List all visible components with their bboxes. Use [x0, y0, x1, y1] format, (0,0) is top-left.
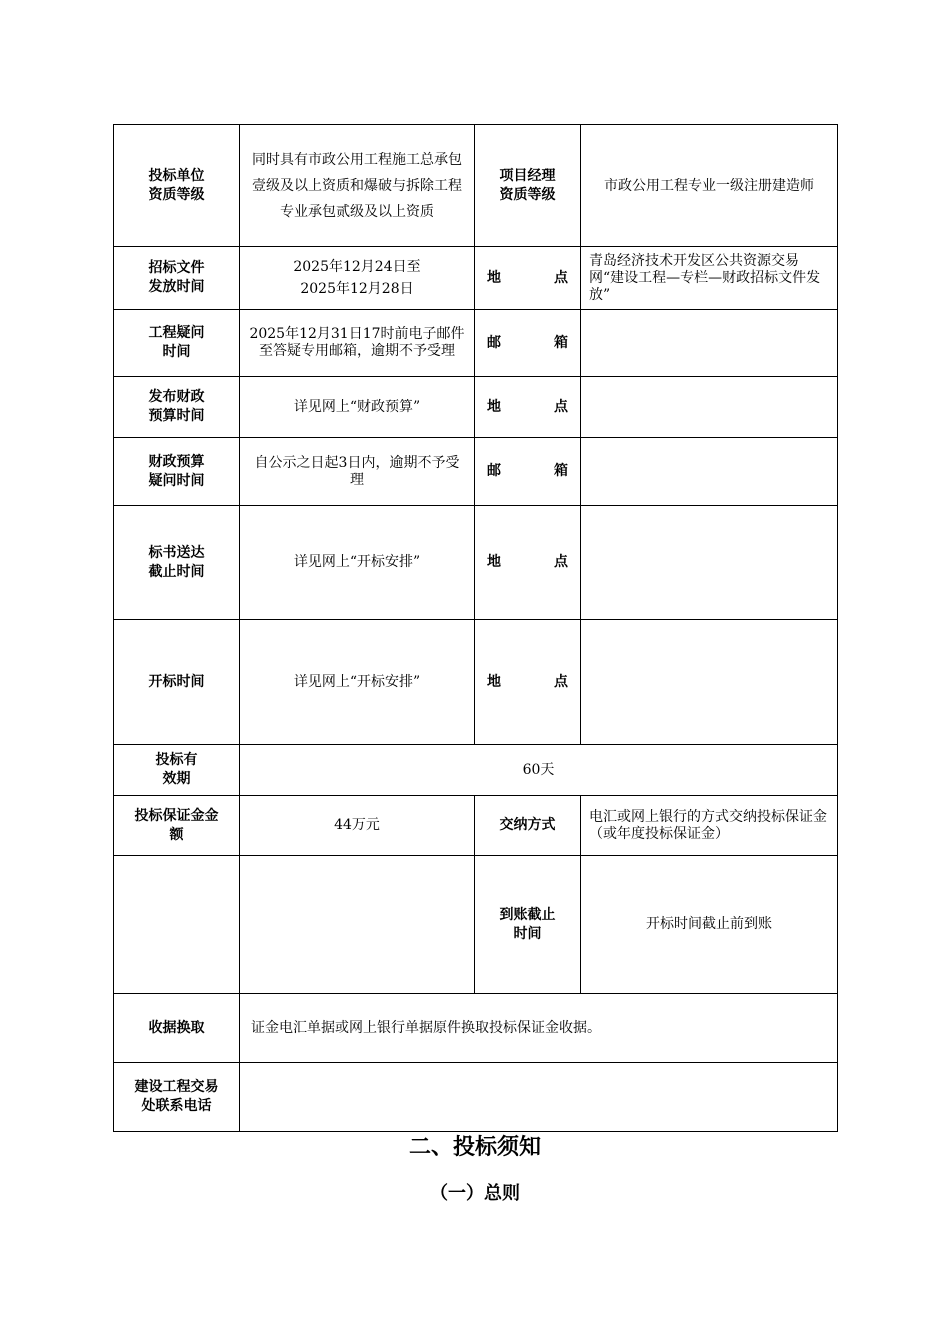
subsection-title: （一）总则	[430, 1183, 520, 1204]
row-value-2	[581, 310, 838, 377]
row-value	[240, 1063, 838, 1132]
row-label: 建设工程交易 处联系电话	[114, 1063, 240, 1132]
table-row	[114, 1063, 838, 1132]
row-label: 收据换取	[114, 994, 240, 1063]
table-row	[114, 856, 838, 994]
row-value: 44万元	[240, 796, 475, 856]
row-value: 60天	[240, 745, 838, 796]
row-label	[114, 856, 240, 994]
row-value-2	[581, 620, 838, 745]
row-label: 发布财政 预算时间	[114, 377, 240, 438]
row-label: 开标时间	[114, 620, 240, 745]
row-value: 详见网上“开标安排”	[240, 620, 475, 745]
row-label-2: 地 点	[475, 247, 581, 310]
table-row	[114, 745, 838, 796]
table-row	[114, 377, 838, 438]
row-label: 投标保证金金 额	[114, 796, 240, 856]
row-value: 2025年12月31日17时前电子邮件至答疑专用邮箱，逾期不予受理	[240, 310, 475, 377]
row-label-2: 项目经理 资质等级	[475, 125, 581, 247]
row-value-2	[581, 506, 838, 620]
table-row	[114, 438, 838, 506]
table-row	[114, 310, 838, 377]
table-row	[114, 247, 838, 310]
row-value	[240, 856, 475, 994]
row-value: 证金电汇单据或网上银行单据原件换取投标保证金收据。	[240, 994, 838, 1063]
row-value-2: 青岛经济技术开发区公共资源交易网“建设工程—专栏—财政招标文件发放”	[581, 247, 838, 310]
table-row	[114, 620, 838, 745]
section-title: 二、投标须知	[408, 1135, 541, 1160]
table-row	[114, 125, 838, 247]
row-label-2: 到账截止 时间	[475, 856, 581, 994]
row-value: 详见网上“财政预算”	[240, 377, 475, 438]
table-row	[114, 506, 838, 620]
row-label-2: 交纳方式	[475, 796, 581, 856]
row-label-2: 地 点	[475, 506, 581, 620]
row-value-2	[581, 438, 838, 506]
row-value-2: 电汇或网上银行的方式交纳投标保证金（或年度投标保证金）	[581, 796, 838, 856]
table-row	[114, 994, 838, 1063]
row-label: 招标文件 发放时间	[114, 247, 240, 310]
row-value: 自公示之日起3日内，逾期不予受理	[240, 438, 475, 506]
row-value-2	[581, 377, 838, 438]
row-value: 2025年12月24日至 2025年12月28日	[240, 247, 475, 310]
row-label: 标书送达 截止时间	[114, 506, 240, 620]
row-label: 工程疑问 时间	[114, 310, 240, 377]
table-row	[114, 796, 838, 856]
row-label: 财政预算 疑问时间	[114, 438, 240, 506]
row-label-2: 地 点	[475, 377, 581, 438]
row-value-2: 市政公用工程专业一级注册建造师	[581, 125, 838, 247]
row-value-2: 开标时间截止前到账	[581, 856, 838, 994]
row-label-2: 邮 箱	[475, 438, 581, 506]
row-value: 详见网上“开标安排”	[240, 506, 475, 620]
row-label: 投标单位 资质等级	[114, 125, 240, 247]
row-label: 投标有 效期	[114, 745, 240, 796]
bid-info-table	[113, 124, 838, 1132]
row-value: 同时具有市政公用工程施工总承包壹级及以上资质和爆破与拆除工程专业承包贰级及以上资质	[240, 125, 475, 247]
row-label-2: 地 点	[475, 620, 581, 745]
row-label-2: 邮 箱	[475, 310, 581, 377]
